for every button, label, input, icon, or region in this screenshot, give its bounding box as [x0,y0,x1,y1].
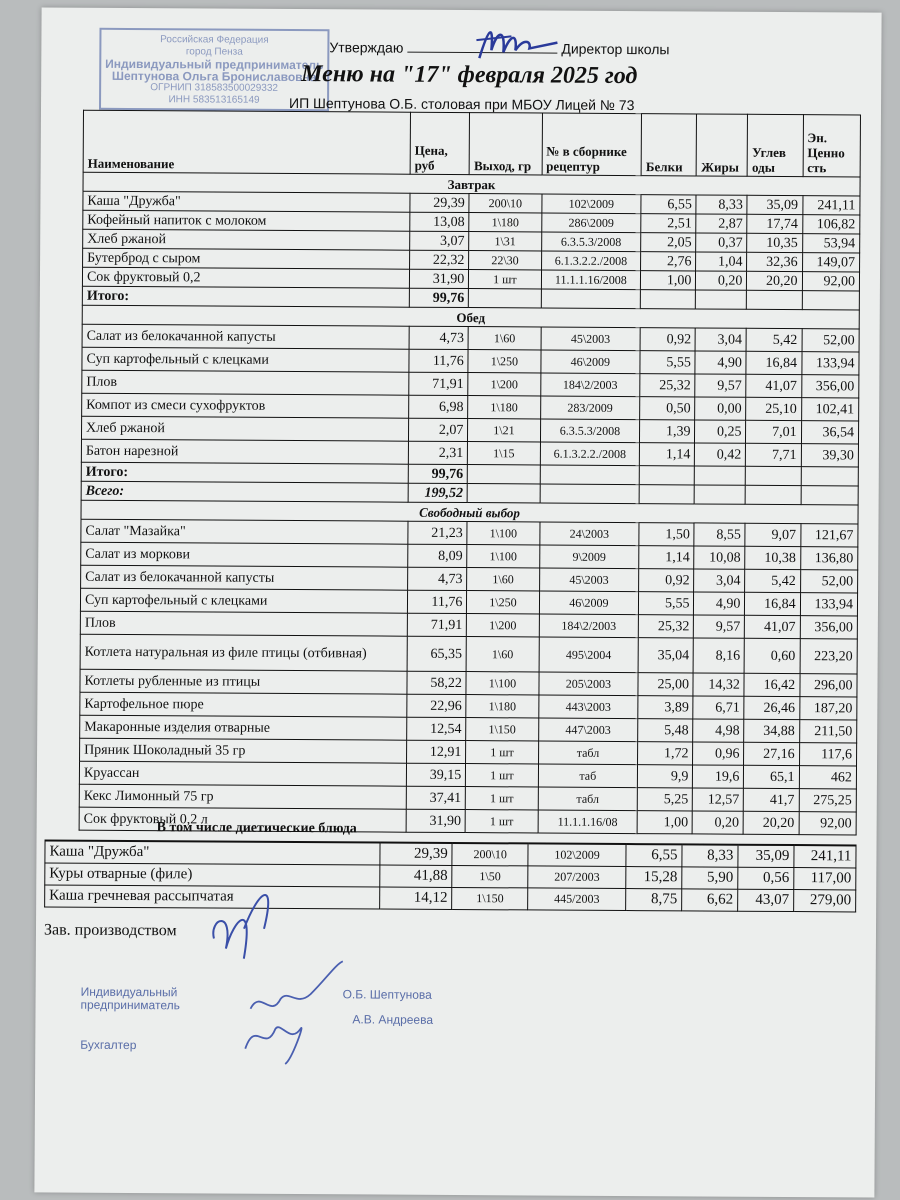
cell-recipe: 447\2003 [538,718,638,742]
cell-fat: 4,90 [694,592,745,615]
cell-yield: 1\60 [467,568,539,591]
cell-fat: 9,57 [694,615,745,638]
cell-fat: 9,57 [695,374,746,397]
cell-protein: 1,00 [641,271,696,290]
cell-protein: 2,76 [641,252,696,271]
cell-price: 11,76 [407,590,467,613]
cell-yield: 1\21 [468,419,540,442]
cell-recipe: 286\2009 [541,213,641,233]
cell-dish-name: Каша "Дружба" [83,191,410,212]
cell-recipe: таб [538,764,638,788]
cell-energy: 121,67 [800,524,858,547]
empty-cell [639,485,694,504]
cell-protein: 8,75 [626,889,682,911]
cell-price: 13,08 [410,212,470,231]
cell-fat: 3,04 [694,569,745,592]
menu-sheet [34,7,881,1197]
production-label: Зав. производством [43,921,177,940]
section-title: Завтрак [83,172,860,196]
cell-protein: 1,14 [639,546,694,569]
cell-fat: 14,32 [693,673,744,696]
cell-carbs: 20,20 [747,271,802,290]
cell-dish-name: Котлеты рубленные из птицы [80,669,407,694]
col-carbs: Углев оды [748,114,804,176]
cell-energy: 106,82 [802,215,860,234]
director-signature-icon [471,20,561,66]
col-fat: Жиры [697,114,748,176]
cell-price: 71,91 [409,372,469,395]
total-value: 199,52 [408,483,468,502]
empty-cell [802,291,860,310]
cell-protein: 25,32 [640,374,695,397]
cell-energy: 356,00 [801,375,859,398]
empty-cell [467,484,539,503]
cell-dish-name: Компот из смеси сухофруктов [82,393,409,418]
table-row [80,634,857,674]
cell-energy: 462 [799,766,857,789]
cell-price: 6,98 [409,395,469,418]
cell-carbs: 34,88 [744,719,799,742]
stamp-line: Индивидуальный предприниматель [105,56,324,73]
cell-recipe: 45\2003 [539,568,639,592]
empty-cell [695,466,746,485]
cell-yield: 1 шт [466,741,538,764]
cell-carbs: 25,10 [746,397,801,420]
total-label: Итого: [81,462,408,483]
cell-dish-name: Круассан [79,761,406,786]
cell-recipe: 11.1.1.16/2008 [541,270,641,290]
cell-carbs: 65,1 [744,765,799,788]
cell-recipe: 445/2003 [528,888,626,911]
empty-cell [801,486,859,505]
cell-fat: 2,87 [696,214,747,233]
cell-price: 2,07 [408,418,468,441]
cell-dish-name: Каша "Дружба" [45,840,381,865]
cell-dish-name: Картофельное пюре [80,692,407,717]
cell-protein: 1,39 [640,420,695,443]
cell-yield: 1\100 [466,672,538,695]
cell-carbs: 41,7 [744,788,799,811]
col-energy: Эн. Ценно сть [803,115,861,177]
cell-fat: 0,37 [696,233,747,252]
cell-dish-name: Кекс Лимонный 75 гр [79,784,406,809]
cell-price: 14,12 [380,887,452,909]
cell-carbs: 9,07 [745,523,800,546]
cell-dish-name: Сок фруктовый 0,2 [82,267,409,288]
cell-recipe: 6.1.3.2.2./2008 [541,251,641,271]
diet-body [45,840,856,911]
cell-carbs: 5,42 [745,569,800,592]
cell-carbs: 16,84 [746,351,801,374]
cell-recipe: 184\2/2003 [540,373,640,397]
cell-energy: 117,6 [799,743,857,766]
ip-name: О.Б. Шептунова [342,987,432,1002]
cell-protein: 1,14 [640,443,695,466]
cell-recipe: 205\2003 [538,672,638,696]
cell-protein: 0,92 [639,569,694,592]
cell-protein: 1,72 [638,742,693,765]
cell-energy: 133,94 [800,593,858,616]
empty-cell [541,289,641,309]
page-title: Меню на "17" февраля 2025 год [301,61,638,90]
cell-dish-name: Суп картофельный с клецками [80,588,407,613]
cell-price: 12,54 [407,717,467,740]
cell-price: 39,15 [406,763,466,786]
cell-protein: 15,28 [626,867,682,889]
cell-fat: 0,20 [696,271,747,290]
cell-carbs: 10,35 [747,233,802,252]
cell-yield: 1\60 [466,637,538,672]
empty-cell [468,465,540,484]
cell-fat: 5,90 [682,867,738,889]
cell-yield: 1 шт [466,787,538,810]
cell-energy: 187,20 [799,697,857,720]
cell-dish-name: Плов [80,611,407,636]
cell-protein: 0,50 [640,397,695,420]
page-subtitle: ИП Шептунова О.Б. столовая при МБОУ Лицей № 73 [288,94,635,114]
cell-energy: 39,30 [801,444,859,467]
menu-body [79,172,860,835]
cell-price: 11,76 [409,349,469,372]
cell-carbs: 7,01 [746,420,801,443]
cell-fat: 0,25 [695,420,746,443]
cell-fat: 19,6 [693,765,744,788]
cell-price: 41,88 [380,865,452,887]
cell-dish-name: Суп картофельный с клецками [82,347,409,372]
cell-price: 21,23 [408,521,468,544]
cell-yield: 1\60 [468,327,540,350]
cell-fat: 8,55 [694,523,745,546]
cell-carbs: 41,07 [745,615,800,638]
cell-energy: 296,00 [800,674,858,697]
col-name: Наименование [83,110,410,174]
total-value: 99,76 [408,464,468,483]
col-yield: Выход, гр [469,113,542,175]
cell-fat: 12,57 [693,788,744,811]
cell-yield: 1\150 [466,718,538,741]
col-price: Цена, руб [410,112,470,174]
cell-dish-name: Батон нарезной [81,439,408,464]
cell-yield: 1\200 [468,373,540,396]
col-recipe: № в сборнике рецептур [542,113,642,176]
signature-block [80,976,481,1078]
cell-price: 31,90 [406,809,466,832]
cell-recipe: 283/2009 [540,396,640,420]
cell-yield: 1\180 [468,396,540,419]
cell-recipe: 6.3.5.3/2008 [540,419,640,443]
stamp-line: ОГРНИП 318583500029332 [150,82,278,94]
total-label: Всего: [81,481,408,502]
cell-energy: 275,25 [799,789,857,812]
cell-recipe: 9\2009 [539,545,639,569]
stamp-line: город Пенза [185,46,243,58]
cell-yield: 1\100 [467,522,539,545]
cell-yield: 1\250 [468,350,540,373]
cell-energy: 102,41 [801,398,859,421]
cell-dish-name: Котлета натуральная из филе птицы (отбивная) [80,634,407,671]
cell-yield: 1\100 [467,545,539,568]
cell-recipe: 46\2009 [539,591,639,615]
cell-price: 29,39 [410,193,470,212]
cell-yield: 1 шт [466,764,538,787]
cell-protein: 2,51 [641,214,696,233]
cell-fat: 0,00 [695,397,746,420]
cell-dish-name: Салат из моркови [81,542,408,567]
cell-price: 22,32 [409,250,469,269]
stamp-line: Российская Федерация [160,34,269,46]
cell-protein: 1,00 [637,811,692,834]
empty-cell [641,290,696,309]
cell-dish-name: Салат из белокачанной капусты [81,565,408,590]
cell-dish-name: Хлеб ржаной [81,416,408,441]
cell-fat: 8,33 [682,844,738,867]
cell-protein: 3,89 [638,696,693,719]
total-value: 99,76 [409,288,469,307]
cell-yield: 1 шт [465,810,537,833]
cell-protein: 25,00 [638,673,693,696]
cell-fat: 4,90 [695,351,746,374]
empty-cell [540,465,640,485]
empty-cell [696,290,747,309]
cell-recipe: 6.1.3.2.2./2008 [540,442,640,466]
cell-carbs: 0,60 [744,638,799,673]
cell-dish-name: Плов [82,370,409,395]
cell-dish-name: Кофейный напиток с молоком [83,210,410,231]
cell-energy: 53,94 [802,234,860,253]
cell-energy: 133,94 [802,352,860,375]
cell-recipe: 45\2003 [541,327,641,351]
cell-yield: 200\10 [452,843,528,866]
cell-energy: 241,11 [794,845,856,868]
cell-fat: 6,71 [693,696,744,719]
cell-energy: 279,00 [794,890,856,912]
cell-dish-name: Макаронные изделия отварные [80,715,407,740]
diet-section-title: В том числе диетические блюда [156,820,357,837]
approve-label: Утверждаю [329,39,404,56]
cell-price: 31,90 [409,269,469,288]
cell-yield: 1\180 [466,695,538,718]
cell-recipe: табл [538,787,638,811]
cell-price: 8,09 [408,544,468,567]
col-protein: Белки [641,114,697,176]
accountant-label: Бухгалтер [80,1037,137,1053]
cell-recipe: 24\2003 [539,522,639,546]
menu-table [79,110,861,836]
cell-price: 65,35 [407,636,467,671]
cell-energy: 211,50 [799,720,857,743]
cell-energy: 117,00 [794,868,856,890]
cell-price: 37,41 [406,786,466,809]
cell-recipe: 102\2009 [528,843,626,866]
cell-energy: 223,20 [800,639,858,674]
empty-cell [746,466,801,485]
cell-recipe: 443\2003 [538,695,638,719]
cell-dish-name: Салат из белокачанной капусты [82,324,409,349]
cell-price: 3,07 [410,231,470,250]
empty-cell [801,467,859,486]
cell-carbs: 7,71 [746,443,801,466]
cell-yield: 22\30 [469,251,541,270]
cell-carbs: 16,42 [744,673,799,696]
cell-recipe: 495\2004 [539,637,639,673]
cell-price: 29,39 [380,843,452,866]
cell-recipe: 46\2009 [540,350,640,374]
cell-energy: 36,54 [801,421,859,444]
cell-recipe: табл [538,741,638,765]
cell-protein: 35,04 [638,638,693,673]
empty-cell [469,289,541,308]
cell-protein: 2,05 [641,233,696,252]
cell-protein: 25,32 [639,615,694,638]
stamp-line: Шептунова Ольга Брониславовна [111,68,317,85]
cell-carbs: 32,36 [747,252,802,271]
cell-fat: 0,96 [693,742,744,765]
cell-fat: 6,62 [682,889,738,911]
cell-energy: 356,00 [800,616,858,639]
cell-yield: 1\50 [452,865,528,887]
cell-recipe: 184\2/2003 [539,614,639,638]
cell-dish-name: Бутерброд с сыром [83,248,410,269]
cell-yield: 1 шт [469,270,541,289]
cell-price: 2,31 [408,441,468,464]
cell-protein: 5,55 [639,592,694,615]
cell-recipe: 207/2003 [528,866,626,889]
director-label: Директор школы [561,40,670,58]
ip-label: Индивидуальный предприниматель [80,984,180,1013]
cell-yield: 1\15 [468,442,540,465]
cell-carbs: 41,07 [746,374,801,397]
cell-carbs: 35,09 [738,845,794,868]
cell-carbs: 16,84 [745,592,800,615]
cell-carbs: 20,20 [744,811,799,834]
cell-carbs: 35,09 [747,195,802,214]
cell-carbs: 43,07 [738,889,794,911]
production-signature-icon [204,868,285,968]
empty-cell [640,466,695,485]
accountant-name: А.В. Андреева [352,1012,434,1027]
cell-fat: 1,04 [696,252,747,271]
cell-price: 22,96 [407,694,467,717]
cell-price: 12,91 [406,740,466,763]
cell-energy: 52,00 [800,570,858,593]
cell-dish-name: Сок фруктовый 0,2 л [79,807,406,832]
cell-protein: 0,92 [640,328,695,351]
empty-cell [695,485,746,504]
cell-yield: 1\31 [469,232,541,251]
diet-table [44,839,856,912]
cell-energy: 136,80 [800,547,858,570]
cell-carbs: 0,56 [738,867,794,889]
cell-carbs: 5,42 [746,328,801,351]
stamp-line: ИНН 583513165149 [168,94,260,106]
cell-fat: 4,98 [693,719,744,742]
table-row [45,885,856,912]
cell-price: 58,22 [407,671,467,694]
cell-protein: 6,55 [626,844,682,867]
cell-fat: 3,04 [696,328,747,351]
cell-dish-name: Пряник Шоколадный 35 гр [80,738,407,763]
cell-yield: 200\10 [469,194,541,213]
cell-carbs: 26,46 [744,696,799,719]
cell-energy: 149,07 [802,253,860,272]
empty-cell [540,484,640,504]
cell-fat: 0,42 [695,443,746,466]
empty-cell [746,485,801,504]
cell-price: 4,73 [407,567,467,590]
cell-protein: 1,50 [639,523,694,546]
cell-carbs: 27,16 [744,742,799,765]
section-title: Свободный выбор [81,500,858,524]
cell-carbs: 17,74 [747,214,802,233]
total-label: Итого: [82,286,409,307]
cell-dish-name: Куры отварные (филе) [45,863,381,887]
cell-yield: 1\180 [469,213,541,232]
cell-dish-name: Каша гречневая рассыпчатая [45,885,381,909]
cell-energy: 52,00 [802,329,860,352]
cell-protein: 6,55 [641,195,696,214]
cell-protein: 5,55 [640,351,695,374]
cell-protein: 5,25 [638,788,693,811]
cell-protein: 9,9 [638,765,693,788]
cell-recipe: 6.3.5.3/2008 [541,232,641,252]
empty-cell [747,290,802,309]
cell-fat: 10,08 [694,546,745,569]
cell-energy: 241,11 [802,196,860,215]
cell-price: 4,73 [409,326,469,349]
ip-signature-icon [230,959,351,1070]
cell-dish-name: Салат "Мазайка" [81,519,408,544]
cell-yield: 1\150 [452,887,528,909]
cell-recipe: 11.1.1.16/08 [538,810,638,834]
cell-carbs: 10,38 [745,546,800,569]
section-title: Обед [82,305,859,329]
cell-dish-name: Хлеб ржаной [83,229,410,250]
cell-energy: 92,00 [799,812,857,835]
cell-energy: 92,00 [802,272,860,291]
cell-yield: 1\200 [467,614,539,637]
cell-protein: 5,48 [638,719,693,742]
cell-fat: 8,16 [694,638,745,673]
cell-fat: 8,33 [696,195,747,214]
cell-price: 71,91 [407,613,467,636]
cell-fat: 0,20 [693,811,744,834]
cell-recipe: 102\2009 [541,194,641,214]
cell-yield: 1\250 [467,591,539,614]
